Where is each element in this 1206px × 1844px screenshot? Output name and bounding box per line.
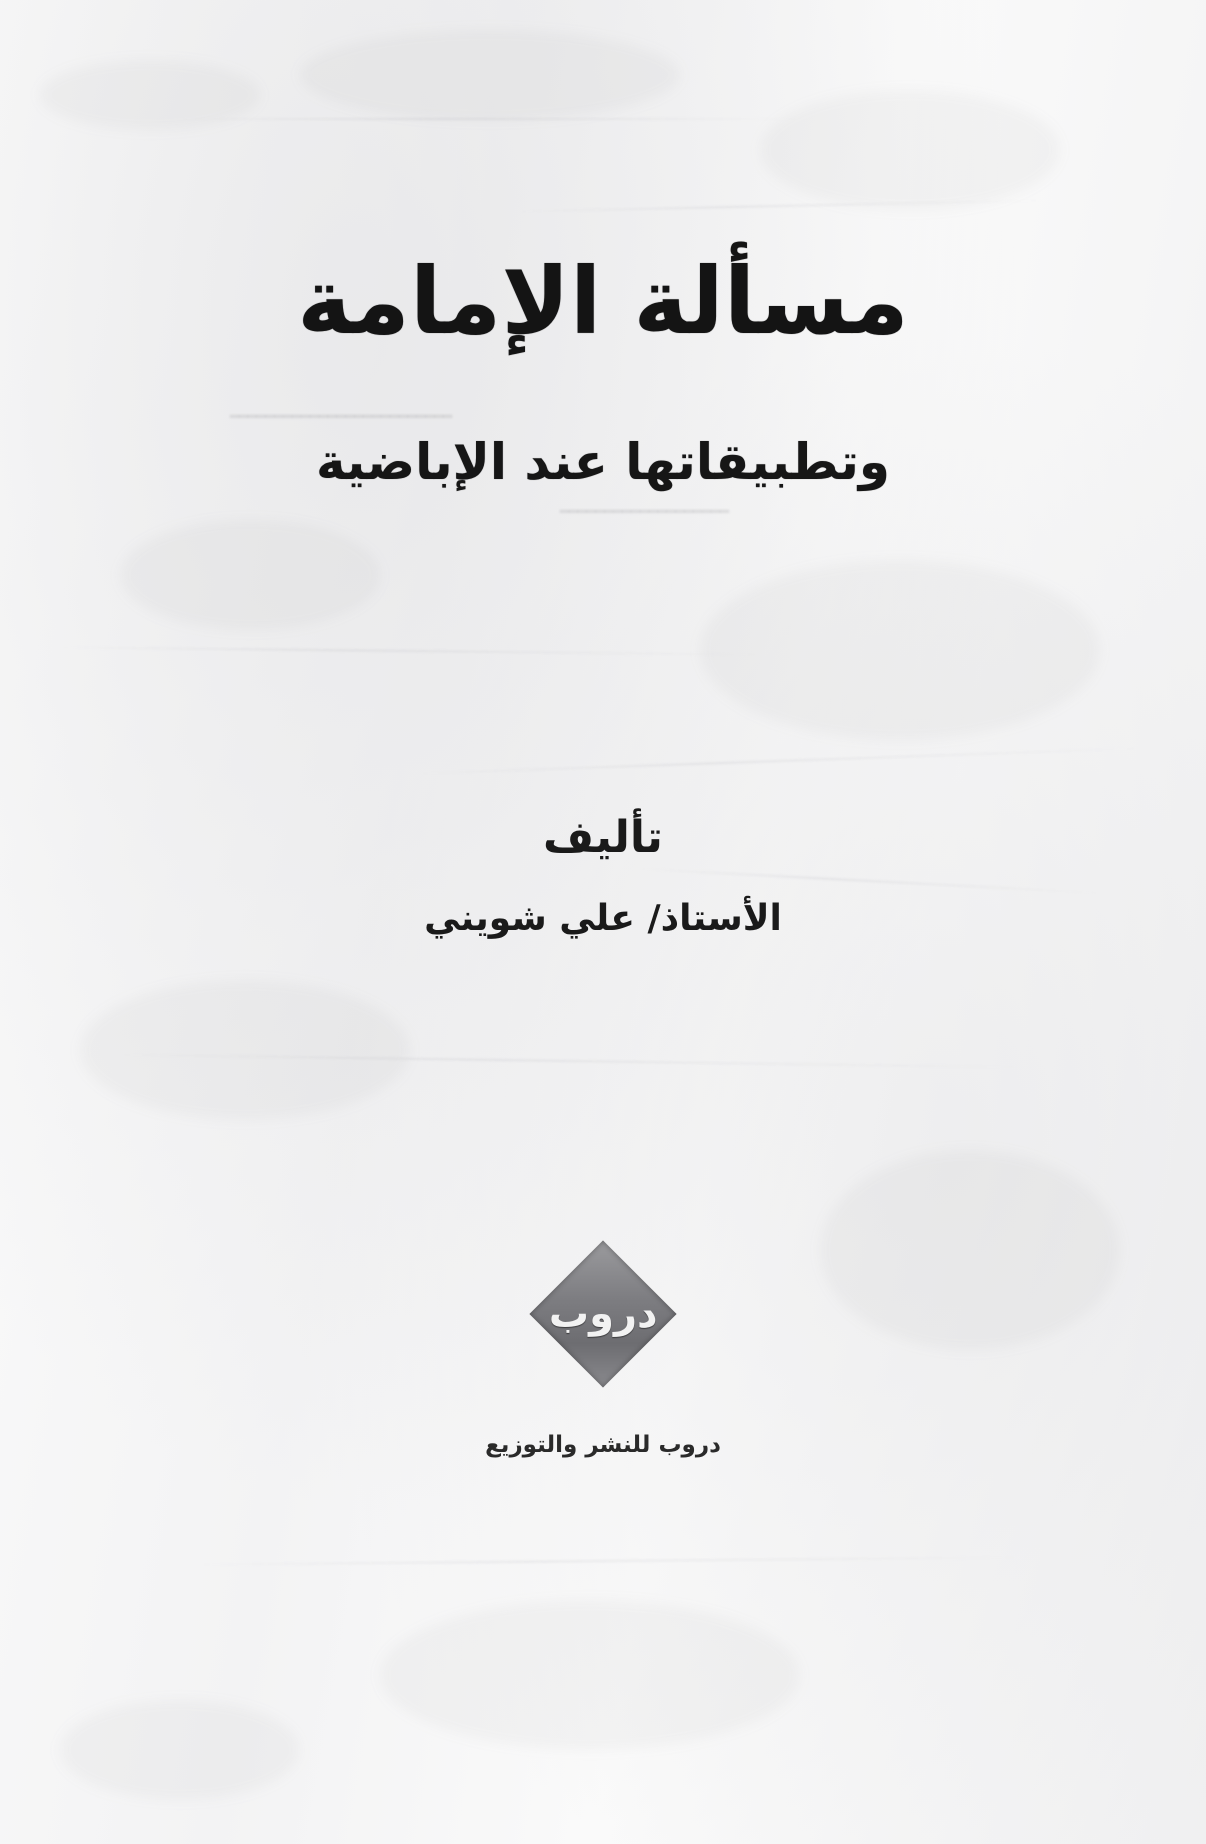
page-subtitle: وتطبيقاتها عند الإباضية (316, 433, 890, 491)
byline-label: تأليف (543, 812, 663, 863)
scan-ghost-text: ـــــــــــــــــــــــــ (230, 395, 453, 425)
page-title: مسألة الإمامة (297, 248, 909, 355)
scan-ghost-text: ـــــــــــــــــــ (560, 490, 729, 520)
author-name: الأستاذ/ علي شويني (424, 898, 782, 939)
publisher-logo-glyph: دروب (548, 1291, 658, 1337)
diamond-logo-icon (529, 1240, 676, 1387)
publisher-logo (0, 1262, 1206, 1366)
publisher-name: دروب للنشر والتوزيع (485, 1432, 721, 1458)
